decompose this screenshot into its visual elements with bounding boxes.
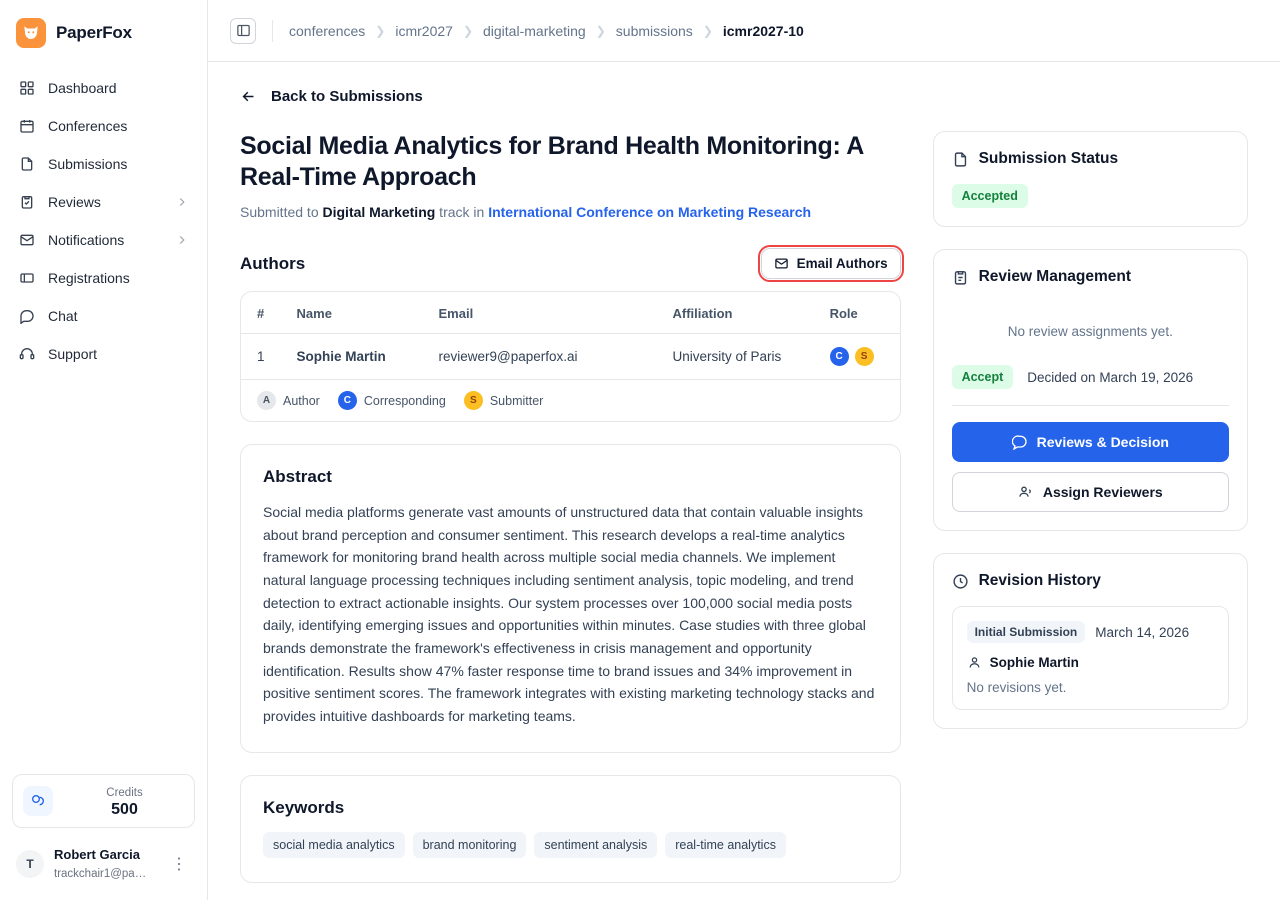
keyword-chip[interactable]: social media analytics [263, 832, 405, 858]
keyword-chip[interactable]: sentiment analysis [534, 832, 657, 858]
headset-icon [18, 345, 36, 363]
chat-bubble-icon [18, 307, 36, 325]
sidebar-item-notifications[interactable] [10, 222, 197, 258]
assign-reviewers-label: Assign Reviewers [1042, 484, 1163, 500]
revision-history-title: Revision History [978, 572, 1101, 589]
role-badge-author: A [257, 391, 276, 410]
breadcrumb-item-current: icmr2027-10 [722, 22, 804, 39]
breadcrumb-item-icmr2027[interactable]: icmr2027 [395, 22, 453, 39]
role-badge-submitter: S [855, 347, 874, 366]
column-header-role: Role [814, 292, 900, 334]
calendar-icon [18, 117, 36, 135]
breadcrumb-item-submissions[interactable]: submissions [615, 22, 693, 39]
page-content [208, 62, 1280, 900]
keyword-chip[interactable]: real-time analytics [665, 832, 786, 858]
keywords-title: Keywords [263, 797, 345, 817]
sidebar-footer [0, 774, 207, 900]
submission-subtitle [240, 204, 901, 220]
envelope-icon [774, 256, 789, 271]
abstract-text: Social media platforms generate vast amounts of unstructured data that contain valuable insights about brand perception and consumer sentiment. This research develops a real-time analytics framework for monitoring brand health across multiple social media channels. We implement natural language processing techniques including sentiment analysis, topic modeling, and trend detection to extract actionable insights. Our system processes over 100,000 social media posts daily, identifying emerging issues and opportunities within minutes. Case studies with three global brands demonstrate the framework's effectiveness in crisis management and opportunity identification. Results show 47% faster response time to brand issues and 34% improvement in positive sentiment scores. The framework integrates with existing marketing technology stacks and provides intuitive dashboards for marketing teams. [263, 504, 875, 725]
no-reviews-text: No review assignments yet. [1007, 324, 1173, 339]
decision-row [952, 365, 1229, 406]
review-management-title: Review Management [978, 268, 1132, 285]
chevron-right-icon: ❯ [375, 23, 386, 38]
review-management-card [933, 249, 1248, 531]
submission-status-card [933, 131, 1248, 227]
sidebar-nav [0, 70, 207, 372]
back-label: Back to Submissions [271, 88, 423, 105]
panel-toggle-icon[interactable] [230, 18, 256, 44]
role-legend [241, 380, 900, 421]
revision-date: March 14, 2026 [1095, 624, 1190, 640]
clipboard-icon [952, 269, 969, 286]
chevron-right-icon [175, 195, 189, 209]
column-header-num: # [241, 292, 281, 334]
right-column [933, 131, 1248, 751]
topbar [208, 0, 1280, 62]
submitted-prefix: Submitted to [240, 204, 323, 220]
sidebar-item-label: Conferences [48, 118, 128, 134]
sidebar-item-dashboard[interactable] [10, 70, 197, 106]
assign-reviewers-button[interactable] [952, 472, 1229, 512]
decision-date: Decided on March 19, 2026 [1027, 369, 1194, 385]
role-badge-corresponding: C [830, 347, 849, 366]
cell-name: Sophie Martin [281, 334, 423, 380]
authors-card [240, 291, 901, 422]
sidebar-item-label: Reviews [48, 194, 101, 210]
legend-item-submitter [464, 391, 544, 410]
coins-icon [23, 786, 53, 816]
revision-tag: Initial Submission [967, 621, 1086, 643]
clipboard-check-icon [18, 193, 36, 211]
keyword-chips [263, 832, 878, 858]
role-badge-corresponding: C [338, 391, 357, 410]
cell-num: 1 [241, 334, 281, 380]
sidebar-item-label: Support [48, 346, 98, 362]
abstract-title: Abstract [263, 467, 332, 486]
column-header-email: Email [423, 292, 657, 334]
submission-status-title: Submission Status [978, 150, 1119, 167]
decision-badge: Accept [952, 365, 1014, 389]
left-column [240, 131, 901, 883]
sidebar-item-chat[interactable] [10, 298, 197, 334]
email-authors-label: Email Authors [796, 256, 888, 271]
legend-label: Corresponding [363, 393, 446, 408]
envelope-icon [18, 231, 36, 249]
revision-history-card [933, 553, 1248, 729]
breadcrumb-item-digital-marketing[interactable]: digital-marketing [483, 22, 586, 39]
user-icon [967, 655, 982, 670]
cell-role [814, 334, 900, 380]
user-profile[interactable] [12, 840, 195, 888]
legend-item-author [257, 391, 320, 410]
brand[interactable] [0, 0, 207, 62]
sidebar [0, 0, 208, 900]
sidebar-item-registrations[interactable] [10, 260, 197, 296]
credits-label: Credits [106, 787, 143, 799]
chat-icon [1012, 434, 1028, 450]
submitted-mid: track in [435, 204, 489, 220]
sidebar-item-label: Chat [48, 308, 78, 324]
breadcrumb-item-conferences[interactable]: conferences [289, 22, 366, 39]
fox-logo-icon [16, 18, 46, 48]
sidebar-item-support[interactable] [10, 336, 197, 372]
document-icon [952, 151, 969, 168]
table-row [241, 334, 900, 380]
track-name: Digital Marketing [322, 204, 436, 220]
reviews-decision-button[interactable] [952, 422, 1229, 462]
column-header-name: Name [281, 292, 423, 334]
avatar: T [16, 850, 44, 878]
clock-icon [952, 573, 969, 590]
revision-item [952, 606, 1229, 710]
file-icon [18, 155, 36, 173]
keyword-chip[interactable]: brand monitoring [413, 832, 527, 858]
cell-email: reviewer9@paperfox.ai [423, 334, 657, 380]
role-badge-submitter: S [464, 391, 483, 410]
cell-affiliation: University of Paris [657, 334, 814, 380]
email-authors-button[interactable] [761, 248, 901, 279]
chevron-right-icon [175, 233, 189, 247]
ticket-icon [18, 269, 36, 287]
arrow-left-icon [240, 88, 257, 105]
brand-name: PaperFox [56, 23, 132, 42]
sidebar-item-label: Registrations [48, 270, 130, 286]
authors-title: Authors [240, 253, 306, 273]
sidebar-item-submissions[interactable] [10, 146, 197, 182]
legend-label: Author [283, 393, 320, 408]
sidebar-item-label: Notifications [48, 232, 125, 248]
no-revisions-text: No revisions yet. [966, 680, 1067, 695]
chevron-right-icon: ❯ [702, 23, 713, 38]
abstract-card [240, 444, 901, 753]
users-icon [1018, 484, 1034, 500]
topbar-divider [272, 20, 273, 42]
reviews-decision-label: Reviews & Decision [1036, 434, 1169, 450]
conference-link[interactable]: International Conference on Marketing Research [488, 204, 812, 220]
credits-card[interactable] [12, 774, 195, 828]
authors-section-header [240, 248, 901, 279]
page-title: Social Media Analytics for Brand Health Monitoring: A Real-Time Approach [240, 132, 864, 191]
sidebar-item-reviews[interactable] [10, 184, 197, 220]
main-area [208, 0, 1280, 900]
table-header-row [241, 292, 900, 334]
legend-label: Submitter [489, 393, 544, 408]
authors-table [241, 292, 900, 380]
sidebar-item-conferences[interactable] [10, 108, 197, 144]
user-email: trackchair1@pa… [54, 868, 147, 880]
kebab-menu-icon[interactable]: ⋮ [171, 856, 187, 873]
sidebar-item-label: Dashboard [48, 80, 117, 96]
grid-icon [18, 79, 36, 97]
credits-value: 500 [111, 801, 138, 818]
back-to-submissions-link[interactable] [240, 88, 423, 105]
status-badge: Accepted [952, 184, 1028, 208]
sidebar-item-label: Submissions [48, 156, 128, 172]
user-name: Robert Garcia [54, 847, 140, 862]
breadcrumb [289, 23, 804, 39]
keywords-card [240, 775, 901, 883]
revision-author: Sophie Martin [989, 655, 1079, 670]
column-header-affiliation: Affiliation [657, 292, 814, 334]
legend-item-corresponding [338, 391, 446, 410]
chevron-right-icon: ❯ [595, 23, 606, 38]
chevron-right-icon: ❯ [462, 23, 473, 38]
